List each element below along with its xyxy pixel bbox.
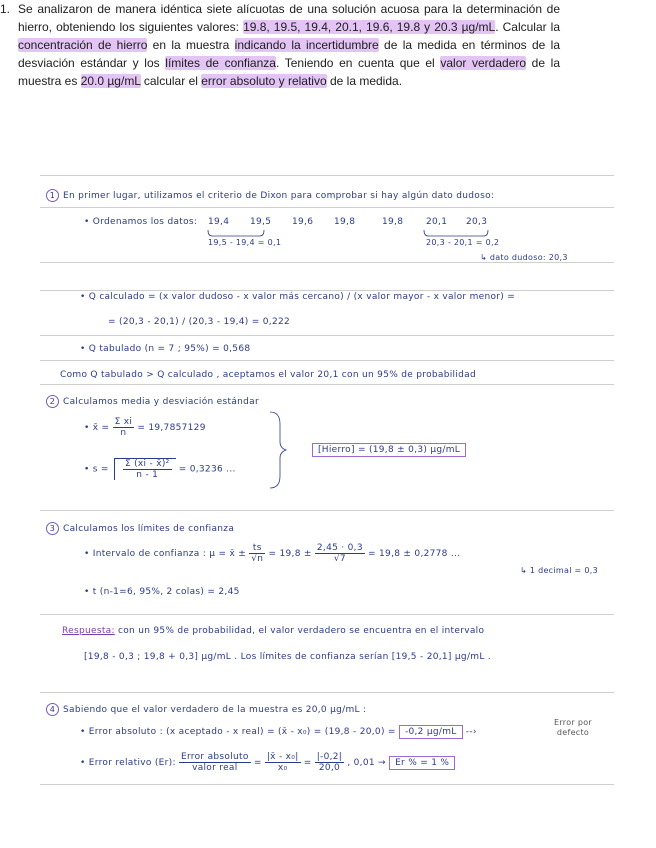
problem-text-segment: calcular el bbox=[140, 74, 202, 88]
section-number: 2 bbox=[46, 395, 59, 408]
relative-error-result: Er % = 1 % bbox=[389, 756, 455, 770]
ci-fraction-2-num: 2,45 · 0,3 bbox=[316, 543, 363, 553]
error-by-default-note: Error por defecto bbox=[553, 718, 592, 737]
mean-denominator: n bbox=[120, 428, 127, 438]
problem-text-segment: en la muestra bbox=[147, 38, 235, 52]
relative-error-value: , 0,01 → bbox=[347, 758, 386, 768]
ordered-value: 19,4 bbox=[208, 217, 230, 227]
mean-value: = 19,7857129 bbox=[137, 423, 206, 433]
diff-high: 20,3 - 20,1 = 0,2 bbox=[426, 238, 500, 247]
diff-low: 19,5 - 19,4 = 0,1 bbox=[208, 238, 282, 247]
equals-sign: = bbox=[253, 758, 262, 768]
problem-text-segment: Se analizaron de manera idéntica siete alícuotas de una solución acuosa para la determinación de hierro, obteniendo los siguientes valores: bbox=[18, 2, 560, 34]
section-number: 4 bbox=[46, 703, 59, 716]
relative-error-f1-num: Error absoluto bbox=[180, 752, 249, 762]
q-calculated-value: = (20,3 - 20,1) / (20,3 - 19,4) = 0,222 bbox=[108, 317, 291, 327]
sd-value: = 0,3236 ... bbox=[178, 464, 236, 475]
highlighted-text: error absoluto y relativo bbox=[201, 74, 327, 88]
absolute-error-calc: (x̄ - x₀) = (19,8 - 20,0) = bbox=[277, 727, 396, 737]
highlighted-text: indicando la incertidumbre bbox=[234, 38, 379, 52]
q-tabulated: • Q tabulado (n = 7 ; 95%) = 0,568 bbox=[80, 344, 251, 354]
ordered-value: 19,5 bbox=[250, 217, 272, 227]
answer-text: con un 95% de probabilidad, el valor verdadero se encuentra en el intervalo bbox=[117, 626, 485, 636]
section-3-title: Calculamos los límites de confianza bbox=[63, 524, 235, 534]
ordered-value: 19,8 bbox=[334, 217, 356, 227]
answer-line-2: [19,8 - 0,3 ; 19,8 + 0,3] µg/mL . Los límites de confianza serían [19,5 - 20,1] µg/mL . bbox=[84, 652, 491, 662]
ordered-value: 19,8 bbox=[382, 217, 404, 227]
section-2-title: Calculamos media y desviación estándar bbox=[63, 397, 259, 407]
problem-text-segment: de la medida en términos de la desviación estándar y los bbox=[18, 38, 560, 70]
relative-error-label: • Error relativo (Er): bbox=[80, 758, 176, 768]
ci-mu: µ = x̄ ± bbox=[209, 549, 247, 559]
problem-text-segment: de la muestra es bbox=[18, 56, 561, 88]
ci-fraction-1-num: ts bbox=[249, 543, 265, 554]
mean-lhs: • x̄ = bbox=[84, 423, 110, 433]
problem-number: 1. bbox=[0, 2, 11, 16]
sd-numerator: Σ (xi - x̄)² bbox=[124, 459, 170, 469]
absolute-error-result: -0,2 µg/mL bbox=[399, 725, 463, 739]
q-conclusion: Como Q tabulado > Q calculado , aceptamos el valor 20,1 con un 95% de probabilidad bbox=[60, 370, 476, 380]
relative-error-f1-den: valor real bbox=[192, 763, 238, 773]
bracket-high bbox=[424, 230, 488, 236]
answer-label: Respuesta: bbox=[62, 626, 115, 636]
ci-result: = 19,8 ± 0,2778 ... bbox=[368, 549, 461, 559]
bracket-low bbox=[208, 230, 264, 236]
arrow-icon: --› bbox=[465, 727, 477, 737]
problem-text-segment: . Calcular la bbox=[495, 20, 561, 34]
brace-mean-sd bbox=[270, 412, 286, 488]
relative-error-f2-num: |x̄ - x₀| bbox=[266, 752, 299, 762]
highlighted-text: 19.8, 19.5, 19.4, 20.1, 19.6, 19.8 y 20.3 µg/mL bbox=[243, 20, 496, 34]
sd-lhs: • s = bbox=[84, 464, 109, 475]
problem-text-segment: de la medida. bbox=[326, 74, 403, 88]
suspect-value: ↳ dato dudoso: 20,3 bbox=[480, 253, 568, 262]
section-4-title: Sabiendo que el valor verdadero de la muestra es 20,0 µg/mL : bbox=[63, 705, 367, 715]
q-calculated-formula: • Q calculado = (x valor dudoso - x valor más cercano) / (x valor mayor - x valor menor) = bbox=[80, 292, 516, 302]
relative-error-f3-den: 20,0 bbox=[318, 763, 341, 773]
sd-denominator: n - 1 bbox=[136, 470, 159, 480]
highlighted-text: 20.0 µg/mL bbox=[80, 74, 141, 88]
ci-fraction-2-den: √7 bbox=[333, 554, 346, 564]
ci-eq: = 19,8 ± bbox=[268, 549, 312, 559]
absolute-error-label: • Error absoluto : (x aceptado - x real) = bbox=[80, 727, 275, 737]
highlighted-text: límites de confianza bbox=[165, 56, 276, 70]
ordered-value: 20,3 bbox=[466, 217, 488, 227]
mean-numerator: Σ xi bbox=[114, 417, 133, 427]
ordered-label: • Ordenamos los datos: bbox=[84, 217, 198, 227]
ci-rounding: ↳ 1 decimal = 0,3 bbox=[520, 566, 599, 575]
highlighted-text: valor verdadero bbox=[440, 56, 527, 70]
relative-error-f2-den: x₀ bbox=[277, 763, 288, 773]
problem-text-segment: . Teniendo en cuenta que el bbox=[275, 56, 441, 70]
iron-result-box: [Hierro] = (19,8 ± 0,3) µg/mL bbox=[312, 443, 466, 457]
section-1-title: En primer lugar, utilizamos el criterio de Dixon para comprobar si hay algún dato dudoso: bbox=[63, 191, 495, 201]
ci-fraction-1-den: √n bbox=[251, 554, 264, 564]
ordered-value: 20,1 bbox=[426, 217, 448, 227]
t-value: • t (n-1=6, 95%, 2 colas) = 2,45 bbox=[84, 587, 240, 597]
ordered-value: 19,6 bbox=[292, 217, 314, 227]
section-number: 3 bbox=[46, 522, 59, 535]
ci-label: • Intervalo de confianza : bbox=[84, 549, 207, 559]
highlighted-text: concentración de hierro bbox=[18, 38, 148, 52]
relative-error-f3-num: |-0,2| bbox=[316, 752, 343, 762]
equals-sign: = bbox=[303, 758, 312, 768]
section-number: 1 bbox=[46, 189, 59, 202]
